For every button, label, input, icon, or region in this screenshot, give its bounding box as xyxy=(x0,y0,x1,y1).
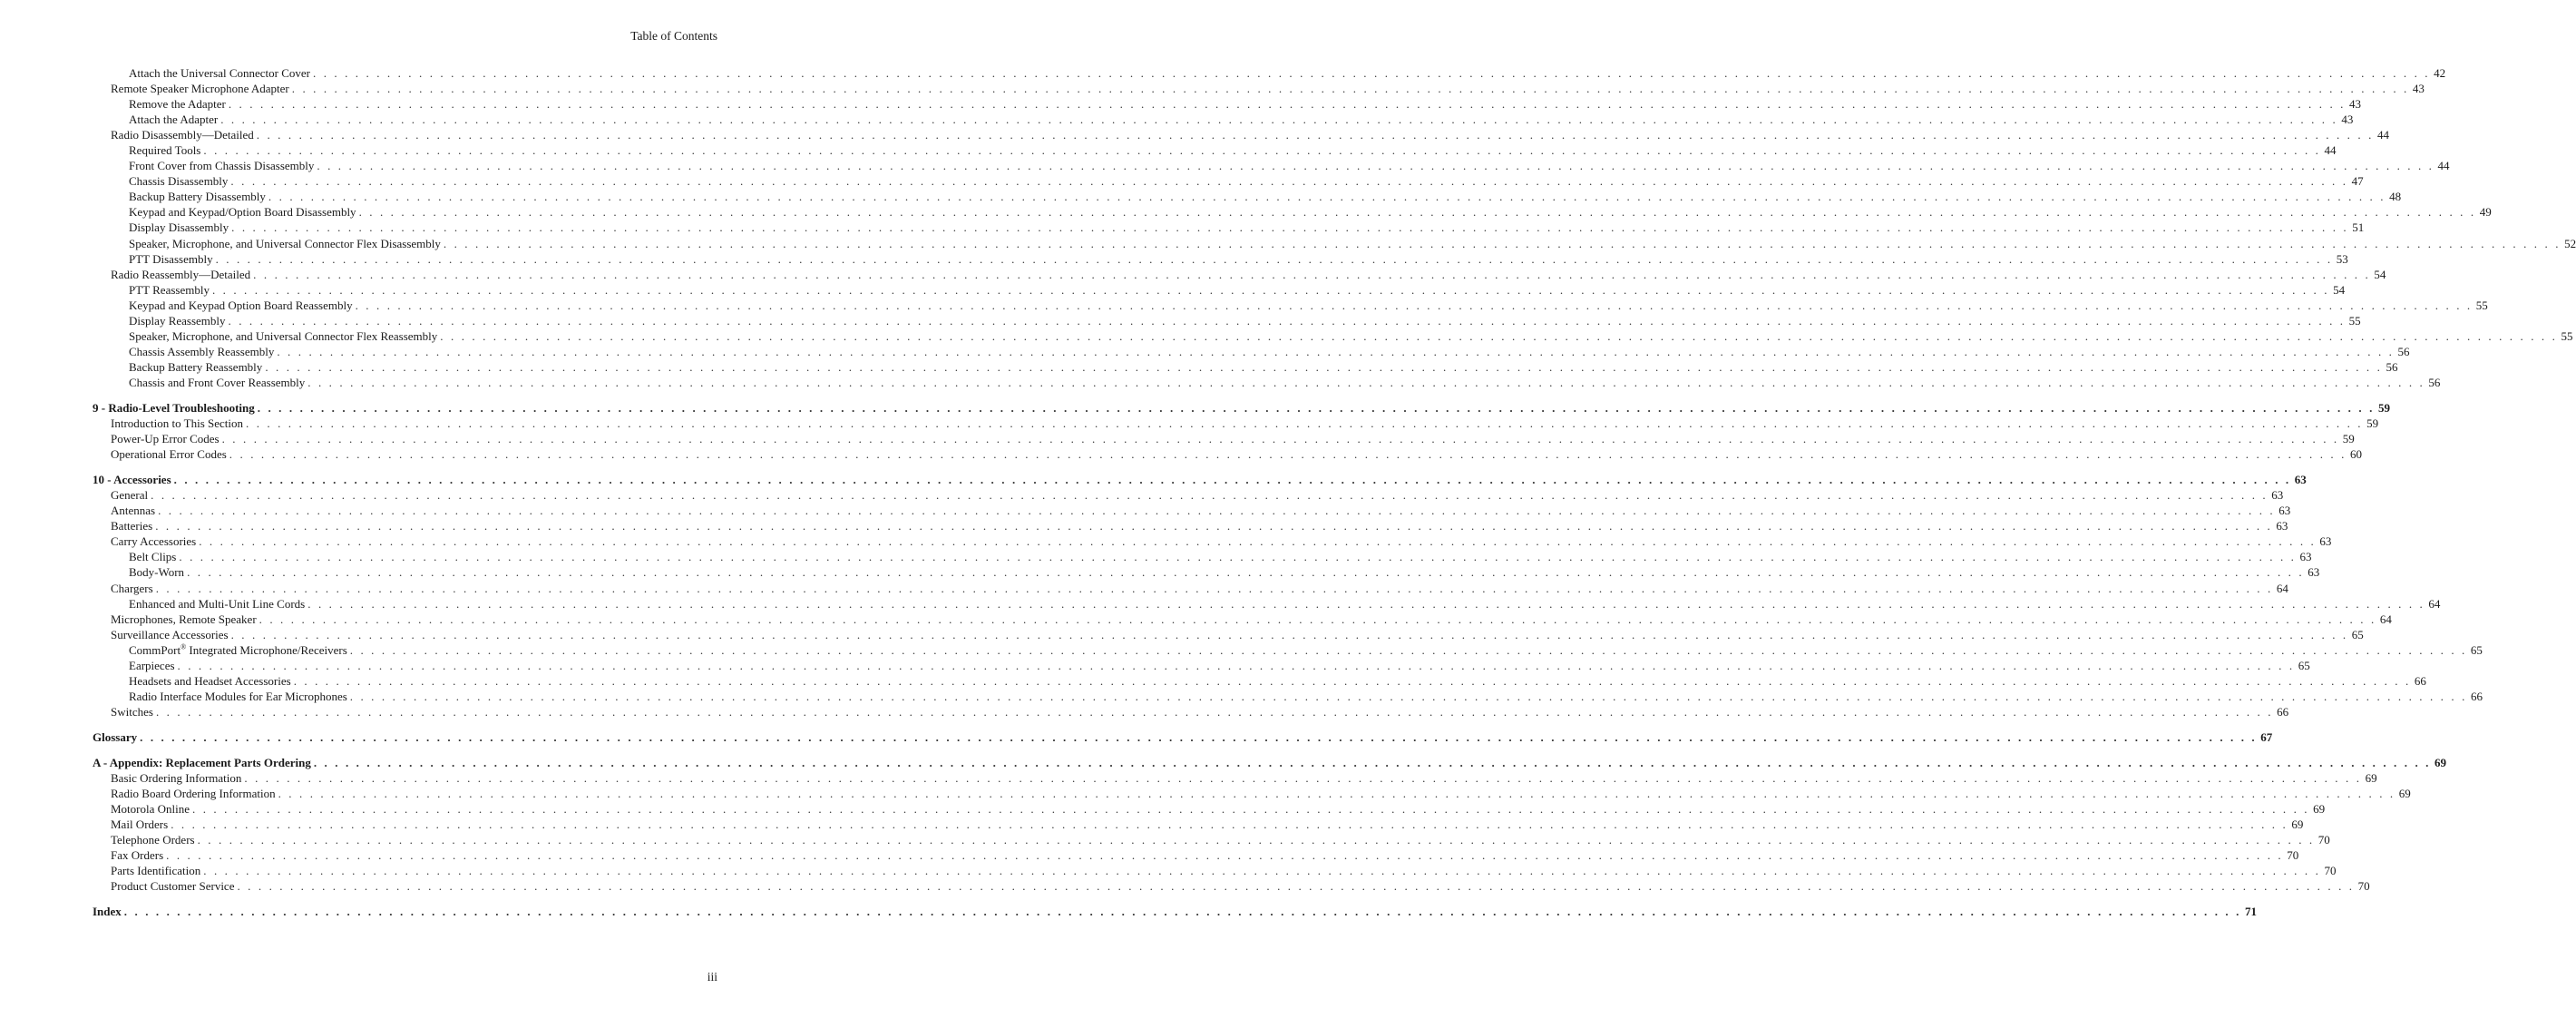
toc-entry-page: 70 xyxy=(2287,848,2299,863)
toc-entry-title: Product Customer Service xyxy=(111,879,235,894)
toc-entry-title: Radio Interface Modules for Ear Microphones xyxy=(129,689,347,703)
toc-entry[interactable] xyxy=(93,236,2576,251)
toc-entry[interactable] xyxy=(93,832,2330,847)
toc-entry[interactable] xyxy=(93,127,2389,142)
toc-entry-page: 64 xyxy=(2379,612,2392,626)
toc-entry-title: Operational Error Codes xyxy=(111,447,227,462)
toc-entry-title: Speaker, Microphone, and Universal Connector Flex Disassembly xyxy=(129,236,441,250)
toc-entry-title: Basic Ordering Information xyxy=(111,771,242,786)
toc-entry[interactable] xyxy=(93,689,2483,704)
toc-entry-page: 70 xyxy=(2357,879,2370,894)
toc-entry-title: Keypad and Keypad/Option Board Disassembly xyxy=(129,205,356,220)
toc-entry-page: 70 xyxy=(2317,833,2330,847)
toc-entry-page: 56 xyxy=(2428,375,2441,389)
toc-entry-title: Radio Board Ordering Information xyxy=(111,787,276,801)
toc-entry-title: A - Appendix: Replacement Parts Ordering xyxy=(93,755,311,769)
toc-entry[interactable] xyxy=(93,472,2307,487)
dot-leader: . . . . . . . . . . . . . . . . . . . . . . . . . . . . . . . . . . . . . . . . . . . . . . . . . . . . . . . . . . . . . . . . . . . . . . . . . . . . . . . . . . . . . . . . . . . . . . . . . . . . . . . . . . . . . . . . . . . . . . . . . . . . . . . . . . . . . . . . . . . . . . . . . . . . . . . . . . . . . . . . . . . . . . . . . . . . . . . . . . . . . . . . . . . . . . . . . . . . . . . . xyxy=(228,313,2346,328)
dot-leader: . . . . . . . . . . . . . . . . . . . . . . . . . . . . . . . . . . . . . . . . . . . . . . . . . . . . . . . . . . . . . . . . . . . . . . . . . . . . . . . . . . . . . . . . . . . . . . . . . . . . . . . . . . . . . . . . . . . . . . . . . . . . . . . . . . . . . . . . . . . . . . . . . . . . . . . . . . . . . . . . . . . . . . . . . . . . . . . . . . . . . . . . . . . . . . . . . . . . . . . . xyxy=(358,205,2476,220)
dot-leader: . . . . . . . . . . . . . . . . . . . . . . . . . . . . . . . . . . . . . . . . . . . . . . . . . . . . . . . . . . . . . . . . . . . . . . . . . . . . . . . . . . . . . . . . . . . . . . . . . . . . . . . . . . . . . . . . . . . . . . . . . . . . . . . . . . . . . . . . . . . . . . . . . . . . . . . . . . . . . . . . . . . . . . . . . . . . . . . . . . . . . . . . . . . . . . . . . . . . . . . . xyxy=(197,833,2315,847)
toc-entry-page: 53 xyxy=(2336,251,2348,266)
toc-entry[interactable] xyxy=(93,847,2299,863)
dot-leader: . . . . . . . . . . . . . . . . . . . . . . . . . . . . . . . . . . . . . . . . . . . . . . . . . . . . . . . . . . . . . . . . . . . . . . . . . . . . . . . . . . . . . . . . . . . . . . . . . . . . . . . . . . . . . . . . . . . . . . . . . . . . . . . . . . . . . . . . . . . . . . . . . . . . . . . . . . . . . . . . . . . . . . . . . . . . . . . . . . . . . . . . . . . . . . . . . . . . . . . . xyxy=(253,267,2371,281)
toc-entry-title: Keypad and Keypad Option Board Reassembly xyxy=(129,298,353,312)
toc-entry[interactable] xyxy=(93,817,2304,832)
toc-entry[interactable] xyxy=(93,801,2326,817)
toc-entry-page: 42 xyxy=(2434,66,2446,80)
toc-entry-page: 59 xyxy=(2366,416,2379,431)
dot-leader: . . . . . . . . . . . . . . . . . . . . . . . . . . . . . . . . . . . . . . . . . . . . . . . . . . . . . . . . . . . . . . . . . . . . . . . . . . . . . . . . . . . . . . . . . . . . . . . . . . . . . . . . . . . . . . . . . . . . . . . . . . . . . . . . . . . . . . . . . . . . . . . . . . . . . . . . . . . . . . . . . . . . . . . . . . . . . . . . . . . . . . . . . . . . . . . . . . . . . . . . xyxy=(215,251,2333,266)
dot-leader: . . . . . . . . . . . . . . . . . . . . . . . . . . . . . . . . . . . . . . . . . . . . . . . . . . . . . . . . . . . . . . . . . . . . . . . . . . . . . . . . . . . . . . . . . . . . . . . . . . . . . . . . . . . . . . . . . . . . . . . . . . . . . . . . . . . . . . . . . . . . . . . . . . . . . . . . . . . . . . . . . . . . . . . . . . . . . . . . . . . . . . . . . . . . . . . . . . . . . . . . xyxy=(307,596,2425,611)
toc-entry[interactable] xyxy=(93,704,2289,719)
toc-entry-title: Carry Accessories xyxy=(111,534,197,549)
dot-leader: . . . . . . . . . . . . . . . . . . . . . . . . . . . . . . . . . . . . . . . . . . . . . . . . . . . . . . . . . . . . . . . . . . . . . . . . . . . . . . . . . . . . . . . . . . . . . . . . . . . . . . . . . . . . . . . . . . . . . . . . . . . . . . . . . . . . . . . . . . . . . . . . . . . . . . . . . . . . . . . . . . . . . . . . . . . . . . . . . . . . . . . . . . . . . . . . . . . . . . . . xyxy=(293,673,2411,688)
toc-entry-title: Earpieces xyxy=(129,658,175,672)
dot-leader: . . . . . . . . . . . . . . . . . . . . . . . . . . . . . . . . . . . . . . . . . . . . . . . . . . . . . . . . . . . . . . . . . . . . . . . . . . . . . . . . . . . . . . . . . . . . . . . . . . . . . . . . . . . . . . . . . . . . . . . . . . . . . . . . . . . . . . . . . . . . . . . . . . . . . . . . . . . . . . . . . . . . . . . . . . . . . . . . . . . . . . . . . . . . . . . . . . . . . . . . xyxy=(443,236,2561,250)
dot-leader: . . . . . . . . . . . . . . . . . . . . . . . . . . . . . . . . . . . . . . . . . . . . . . . . . . . . . . . . . . . . . . . . . . . . . . . . . . . . . . . . . . . . . . . . . . . . . . . . . . . . . . . . . . . . . . . . . . . . . . . . . . . . . . . . . . . . . . . . . . . . . . . . . . . . . . . . . . . . . . . . . . . . . . . . . . . . . . . . . . . . . . . . . . . . . . . . . . . . . . . . xyxy=(192,802,2310,817)
toc-entry[interactable] xyxy=(93,904,2257,919)
toc-entry[interactable] xyxy=(93,533,2332,549)
toc-entry-page: 60 xyxy=(2349,447,2362,462)
toc-entry-page: 43 xyxy=(2412,82,2425,96)
dot-leader: . . . . . . . . . . . . . . . . . . . . . . . . . . . . . . . . . . . . . . . . . . . . . . . . . . . . . . . . . . . . . . . . . . . . . . . . . . . . . . . . . . . . . . . . . . . . . . . . . . . . . . . . . . . . . . . . . . . . . . . . . . . . . . . . . . . . . . . . . . . . . . . . . . . . . . . . . . . . . . . . . . . . . . . . . . . . . . . . . . . . . . . . . . . . . . . . . . . . . . . . xyxy=(307,375,2425,389)
toc-entry-title: Fax Orders xyxy=(111,848,164,863)
toc-entry-page: 69 xyxy=(2291,817,2304,832)
toc-entry-page: 63 xyxy=(2299,550,2312,564)
toc-entry-page: 43 xyxy=(2341,113,2354,127)
toc-entry-title: Antennas xyxy=(111,504,156,518)
toc-entry[interactable] xyxy=(93,627,2364,642)
toc-entry-title: Chassis Assembly Reassembly xyxy=(129,344,275,358)
toc-entry[interactable] xyxy=(93,729,2273,745)
toc-entry-page: 66 xyxy=(2277,704,2289,719)
toc-entry-title: Chassis and Front Cover Reassembly xyxy=(129,375,306,389)
dot-leader: . . . . . . . . . . . . . . . . . . . . . . . . . . . . . . . . . . . . . . . . . . . . . . . . . . . . . . . . . . . . . . . . . . . . . . . . . . . . . . . . . . . . . . . . . . . . . . . . . . . . . . . . . . . . . . . . . . . . . . . . . . . . . . . . . . . . . . . . . . . . . . . . . . . . . . . . . . . . . . . . . . . . . . . . . . . . . . . . . . . . . . . . . . . . . . . . . . . . . . . . xyxy=(277,344,2395,358)
dot-leader: . . . . . . . . . . . . . . . . . . . . . . . . . . . . . . . . . . . . . . . . . . . . . . . . . . . . . . . . . . . . . . . . . . . . . . . . . . . . . . . . . . . . . . . . . . . . . . . . . . . . . . . . . . . . . . . . . . . . . . . . . . . . . . . . . . . . . . . . . . . . . . . . . . . . . . . . . . . . . . . . . . . . . . . . . . . . . . . . . . . . . . . . . . . . . . . . . . . . . . . . xyxy=(265,359,2383,374)
toc-entry[interactable] xyxy=(93,596,2441,612)
toc-entry[interactable] xyxy=(93,204,2492,220)
toc-entry-title: PTT Reassembly xyxy=(129,282,210,297)
dot-leader: . . . . . . . . . . . . . . . . . . . . . . . . . . . . . . . . . . . . . . . . . . . . . . . . . . . . . . . . . . . . . . . . . . . . . . . . . . . . . . . . . . . . . . . . . . . . . . . . . . . . . . . . . . . . . . . . . . . . . . . . . . . . . . . . . . . . . . . . . . . . . . . . . . . . . . . . . . . . . . . . . . . . . . . . . . . . . . . . . . . . . . . . . . . . . . . . . . . . . . . . xyxy=(187,565,2305,580)
toc-entry-page: 59 xyxy=(2342,432,2355,446)
toc-entry[interactable] xyxy=(93,142,2337,158)
toc-entry-title: General xyxy=(111,488,149,503)
toc-entry-title: Enhanced and Multi-Unit Line Cords xyxy=(129,596,306,611)
toc-entry-page: 55 xyxy=(2475,298,2488,312)
dot-leader: . . . . . . . . . . . . . . . . . . . . . . . . . . . . . . . . . . . . . . . . . . . . . . . . . . . . . . . . . . . . . . . . . . . . . . . . . . . . . . . . . . . . . . . . . . . . . . . . . . . . . . . . . . . . . . . . . . . . . . . . . . . . . . . . . . . . . . . . . . . . . . . . . . . . . . . . . . . . . . . . . . . . . . . . . . . . . . . . . . . . . . . . . . . . . . . . . . . . . . . . xyxy=(155,581,2273,595)
dot-leader: . . . . . . . . . . . . . . . . . . . . . . . . . . . . . . . . . . . . . . . . . . . . . . . . . . . . . . . . . . . . . . . . . . . . . . . . . . . . . . . . . . . . . . . . . . . . . . . . . . . . . . . . . . . . . . . . . . . . . . . . . . . . . . . . . . . . . . . . . . . . . . . . . . . . . . . . . . . . . . . . . . . . . . . . . . . . . . . . . . . . . . . . . . . . . . . . . . . . . . . . xyxy=(177,658,2295,672)
dot-leader: . . . . . . . . . . . . . . . . . . . . . . . . . . . . . . . . . . . . . . . . . . . . . . . . . . . . . . . . . . . . . . . . . . . . . . . . . . . . . . . . . . . . . . . . . . . . . . . . . . . . . . . . . . . . . . . . . . . . . . . . . . . . . . . . . . . . . . . . . . . . . . . . . . . . . . . . . . . . . . . . . . . . . . . . . . . . . . . . . . . . . . . . . . . . . . . . . . . . . . . . xyxy=(203,143,2321,158)
toc-entry-page: 48 xyxy=(2389,190,2402,204)
toc-entry-page: 47 xyxy=(2351,174,2364,189)
dot-leader: . . . . . . . . . . . . . . . . . . . . . . . . . . . . . . . . . . . . . . . . . . . . . . . . . . . . . . . . . . . . . . . . . . . . . . . . . . . . . . . . . . . . . . . . . . . . . . . . . . . . . . . . . . . . . . . . . . . . . . . . . . . . . . . . . . . . . . . . . . . . . . . . . . . . . . . . . . . . . . . . . . . . . . . . . . . . . . . . . . . . . . . . . . . . . . . . . . . . . . . . xyxy=(268,190,2386,204)
toc-entry-title: Belt Clips xyxy=(129,550,177,564)
toc-entry-page: 59 xyxy=(2377,400,2390,415)
toc-entry[interactable] xyxy=(93,612,2392,627)
toc-entry[interactable] xyxy=(93,786,2411,801)
dot-leader: . . . . . . . . . . . . . . . . . . . . . . . . . . . . . . . . . . . . . . . . . . . . . . . . . . . . . . . . . . . . . . . . . . . . . . . . . . . . . . . . . . . . . . . . . . . . . . . . . . . . . . . . . . . . . . . . . . . . . . . . . . . . . . . . . . . . . . . . . . . . . . . . . . . . . . . . . . . . . . . . . . . . . . . . . . . . . . . . . . . . . . . . . . . . . . . . . . . . . . . . xyxy=(151,488,2269,503)
toc-entry[interactable] xyxy=(93,431,2355,446)
toc-entry-page: 69 xyxy=(2313,802,2326,817)
toc-entry[interactable] xyxy=(93,96,2362,112)
dot-leader: . . . . . . . . . . . . . . . . . . . . . . . . . . . . . . . . . . . . . . . . . . . . . . . . . . . . . . . . . . . . . . . . . . . . . . . . . . . . . . . . . . . . . . . . . . . . . . . . . . . . . . . . . . . . . . . . . . . . . . . . . . . . . . . . . . . . . . . . . . . . . . . . . . . . . . . . . . . . . . . . . . . . . . . . . . . . . . . . . . . . . . . . . . . . . . . . . . . . . . . . xyxy=(278,787,2395,801)
toc-entry-page: 56 xyxy=(2397,344,2410,358)
dot-leader: . . . . . . . . . . . . . . . . . . . . . . . . . . . . . . . . . . . . . . . . . . . . . . . . . . . . . . . . . . . . . . . . . . . . . . . . . . . . . . . . . . . . . . . . . . . . . . . . . . . . . . . . . . . . . . . . . . . . . . . . . . . . . . . . . . . . . . . . . . . . . . . . . . . . . . . . . . . . . . . . . . . . . . . . . . . . . . . . . . . . . . . . . . . . . . . . . . . . . . . . xyxy=(313,66,2431,80)
dot-leader: . . . . . . . . . . . . . . . . . . . . . . . . . . . . . . . . . . . . . . . . . . . . . . . . . . . . . . . . . . . . . . . . . . . . . . . . . . . . . . . . . . . . . . . . . . . . . . . . . . . . . . . . . . . . . . . . . . . . . . . . . . . . . . . . . . . . . . . . . . . . . . . . . . . . . . . . . . . . . . . . . . . . . . . . . . . . . . . . . . . . . . . . . . . . . . . . . . . . . . . . xyxy=(199,534,2317,549)
dot-leader: . . . . . . . . . . . . . . . . . . . . . . . . . . . . . . . . . . . . . . . . . . . . . . . . . . . . . . . . . . . . . . . . . . . . . . . . . . . . . . . . . . . . . . . . . . . . . . . . . . . . . . . . . . . . . . . . . . . . . . . . . . . . . . . . . . . . . . . . . . . . . . . . . . . . . . . . . . . . . . . . . . . . . . . . . . . . . . . . . . . . . . . . . . . . . . . . . . . . . . . . xyxy=(203,864,2321,878)
dot-leader: . . . . . . . . . . . . . . . . . . . . . . . . . . . . . . . . . . . . . . . . . . . . . . . . . . . . . . . . . . . . . . . . . . . . . . . . . . . . . . . . . . . . . . . . . . . . . . . . . . . . . . . . . . . . . . . . . . . . . . . . . . . . . . . . . . . . . . . . . . . . . . . . . . . . . . . . . . . . . . . . . . . . . . . . . . . . . . . . . . . . . . . . . . . . . . . . . . . . . . . . xyxy=(140,729,2258,744)
toc-entry[interactable] xyxy=(93,549,2312,564)
toc-entry-title: Microphones, Remote Speaker xyxy=(111,612,257,626)
toc-entry-title: Body-Worn xyxy=(129,565,185,580)
toc-entry-title: PTT Disassembly xyxy=(129,251,213,266)
toc-entry-page: 63 xyxy=(2294,473,2307,487)
dot-leader: . . . . . . . . . . . . . . . . . . . . . . . . . . . . . . . . . . . . . . . . . . . . . . . . . . . . . . . . . . . . . . . . . . . . . . . . . . . . . . . . . . . . . . . . . . . . . . . . . . . . . . . . . . . . . . . . . . . . . . . . . . . . . . . . . . . . . . . . . . . . . . . . . . . . . . . . . . . . . . . . . . . . . . . . . . . . . . . . . . . . . . . . . . . . . . . . . . . . . . . . xyxy=(229,447,2347,462)
dot-leader: . . . . . . . . . . . . . . . . . . . . . . . . . . . . . . . . . . . . . . . . . . . . . . . . . . . . . . . . . . . . . . . . . . . . . . . . . . . . . . . . . . . . . . . . . . . . . . . . . . . . . . . . . . . . . . . . . . . . . . . . . . . . . . . . . . . . . . . . . . . . . . . . . . . . . . . . . . . . . . . . . . . . . . . . . . . . . . . . . . . . . . . . . . . . . . . . . . . . . . . . xyxy=(123,905,2241,919)
toc-entry[interactable] xyxy=(93,446,2362,462)
toc-entry-title: Chassis Disassembly xyxy=(129,174,229,189)
toc-entry-page: 69 xyxy=(2365,771,2377,786)
toc-entry[interactable] xyxy=(93,173,2364,189)
dot-leader: . . . . . . . . . . . . . . . . . . . . . . . . . . . . . . . . . . . . . . . . . . . . . . . . . . . . . . . . . . . . . . . . . . . . . . . . . . . . . . . . . . . . . . . . . . . . . . . . . . . . . . . . . . . . . . . . . . . . . . . . . . . . . . . . . . . . . . . . . . . . . . . . . . . . . . . . . . . . . . . . . . . . . . . . . . . . . . . . . . . . . . . . . . . . . . . . . . . . . . . . xyxy=(155,519,2273,533)
toc-entry-title: Introduction to This Section xyxy=(111,416,243,431)
toc-entry-page: 43 xyxy=(2349,97,2362,112)
dot-leader: . . . . . . . . . . . . . . . . . . . . . . . . . . . . . . . . . . . . . . . . . . . . . . . . . . . . . . . . . . . . . . . . . . . . . . . . . . . . . . . . . . . . . . . . . . . . . . . . . . . . . . . . . . . . . . . . . . . . . . . . . . . . . . . . . . . . . . . . . . . . . . . . . . . . . . . . . . . . . . . . . . . . . . . . . . . . . . . . . . . . . . . . . . . . . . . . . . . . . . . . xyxy=(221,432,2339,446)
toc-entry[interactable] xyxy=(93,267,2386,282)
toc-entry-page: 49 xyxy=(2479,205,2492,220)
toc-entry[interactable] xyxy=(93,81,2425,96)
toc-entry-page: 69 xyxy=(2435,755,2446,769)
toc-entry-title: Switches xyxy=(111,704,153,719)
toc-entry[interactable] xyxy=(93,112,2354,127)
toc-entry-page: 52 xyxy=(2564,236,2576,250)
dot-leader: . . . . . . . . . . . . . . . . . . . . . . . . . . . . . . . . . . . . . . . . . . . . . . . . . . . . . . . . . . . . . . . . . . . . . . . . . . . . . . . . . . . . . . . . . . . . . . . . . . . . . . . . . . . . . . . . . . . . . . . . . . . . . . . . . . . . . . . . . . . . . . . . . . . . . . . . . . . . . . . . . . . . . . . . . . . . . . . . . . . . . . . . . . . . . . . . . . . . . . . . xyxy=(349,689,2467,703)
toc-entry[interactable] xyxy=(93,487,2284,503)
toc-entry[interactable] xyxy=(93,189,2402,204)
dot-leader: . . . . . . . . . . . . . . . . . . . . . . . . . . . . . . . . . . . . . . . . . . . . . . . . . . . . . . . . . . . . . . . . . . . . . . . . . . . . . . . . . . . . . . . . . . . . . . . . . . . . . . . . . . . . . . . . . . . . . . . . . . . . . . . . . . . . . . . . . . . . . . . . . . . . . . . . . . . . . . . . . . . . . . . . . . . . . . . . . . . . . . . . . . . . . . . . . . . . . . . . xyxy=(179,550,2297,564)
dot-leader: . . . . . . . . . . . . . . . . . . . . . . . . . . . . . . . . . . . . . . . . . . . . . . . . . . . . . . . . . . . . . . . . . . . . . . . . . . . . . . . . . . . . . . . . . . . . . . . . . . . . . . . . . . . . . . . . . . . . . . . . . . . . . . . . . . . . . . . . . . . . . . . . . . . . . . . . . . . . . . . . . . . . . . . . . . . . . . . . . . . . . . . . . . . . . . . . . . . . . . . . xyxy=(256,128,2374,142)
toc-entry-page: 56 xyxy=(2386,359,2398,374)
toc-entry-title: Speaker, Microphone, and Universal Connector Flex Reassembly xyxy=(129,328,438,343)
dot-leader: . . . . . . . . . . . . . . . . . . . . . . . . . . . . . . . . . . . . . . . . . . . . . . . . . . . . . . . . . . . . . . . . . . . . . . . . . . . . . . . . . . . . . . . . . . . . . . . . . . . . . . . . . . . . . . . . . . . . . . . . . . . . . . . . . . . . . . . . . . . . . . . . . . . . . . . . . . . . . . . . . . . . . . . . . . . . . . . . . . . . . . . . . . . . . . . . . . . . . . . . xyxy=(317,159,2435,173)
toc-entry-page: 44 xyxy=(2437,159,2450,173)
toc-entry-title: Backup Battery Disassembly xyxy=(129,190,266,204)
toc-entry-page: 66 xyxy=(2414,673,2426,688)
toc-entry-page: 51 xyxy=(2352,220,2365,235)
toc-entry-page: 54 xyxy=(2374,267,2386,281)
dot-leader: . . . . . . . . . . . . . . . . . . . . . . . . . . . . . . . . . . . . . . . . . . . . . . . . . . . . . . . . . . . . . . . . . . . . . . . . . . . . . . . . . . . . . . . . . . . . . . . . . . . . . . . . . . . . . . . . . . . . . . . . . . . . . . . . . . . . . . . . . . . . . . . . . . . . . . . . . . . . . . . . . . . . . . . . . . . . . . . . . . . . . . . . . . . . . . . . . . . . . . . . xyxy=(440,328,2558,343)
toc-entry-page: 64 xyxy=(2276,581,2288,595)
toc-entry-title: Front Cover from Chassis Disassembly xyxy=(129,159,315,173)
toc-entry-page: 63 xyxy=(2319,534,2332,549)
toc-entry[interactable] xyxy=(93,344,2410,359)
toc-entry[interactable] xyxy=(93,220,2365,235)
running-header: Table of Contents xyxy=(630,29,717,43)
dot-leader: . . . . . . . . . . . . . . . . . . . . . . . . . . . . . . . . . . . . . . . . . . . . . . . . . . . . . . . . . . . . . . . . . . . . . . . . . . . . . . . . . . . . . . . . . . . . . . . . . . . . . . . . . . . . . . . . . . . . . . . . . . . . . . . . . . . . . . . . . . . . . . . . . . . . . . . . . . . . . . . . . . . . . . . . . . . . . . . . . . . . . . . . . . . . . . . . . . . . . . . . xyxy=(313,755,2431,769)
toc-entry-page: 66 xyxy=(2470,689,2483,703)
toc-entry-title: Power-Up Error Codes xyxy=(111,432,220,446)
dot-leader: . . . . . . . . . . . . . . . . . . . . . . . . . . . . . . . . . . . . . . . . . . . . . . . . . . . . . . . . . . . . . . . . . . . . . . . . . . . . . . . . . . . . . . . . . . . . . . . . . . . . . . . . . . . . . . . . . . . . . . . . . . . . . . . . . . . . . . . . . . . . . . . . . . . . . . . . . . . . . . . . . . . . . . . . . . . . . . . . . . . . . . . . . . . . . . . . . . . . . . . . xyxy=(231,220,2349,235)
dot-leader: . . . . . . . . . . . . . . . . . . . . . . . . . . . . . . . . . . . . . . . . . . . . . . . . . . . . . . . . . . . . . . . . . . . . . . . . . . . . . . . . . . . . . . . . . . . . . . . . . . . . . . . . . . . . . . . . . . . . . . . . . . . . . . . . . . . . . . . . . . . . . . . . . . . . . . . . . . . . . . . . . . . . . . . . . . . . . . . . . . . . . . . . . . . . . . . . . . . . . . . . xyxy=(211,282,2330,297)
toc-entry[interactable] xyxy=(93,158,2450,173)
toc-entry-title: Attach the Universal Connector Cover xyxy=(129,66,310,80)
table-of-contents xyxy=(93,65,2576,919)
toc-entry[interactable] xyxy=(93,375,2441,390)
toc-entry[interactable] xyxy=(93,65,2446,81)
toc-entry[interactable] xyxy=(93,282,2346,298)
toc-entry-title: CommPort® Integrated Microphone/Receivers xyxy=(129,642,347,657)
dot-leader: . . . . . . . . . . . . . . . . . . . . . . . . . . . . . . . . . . . . . . . . . . . . . . . . . . . . . . . . . . . . . . . . . . . . . . . . . . . . . . . . . . . . . . . . . . . . . . . . . . . . . . . . . . . . . . . . . . . . . . . . . . . . . . . . . . . . . . . . . . . . . . . . . . . . . . . . . . . . . . . . . . . . . . . . . . . . . . . . . . . . . . . . . . . . . . . . . . . . . . . . xyxy=(246,416,2364,431)
toc-entry-title: Surveillance Accessories xyxy=(111,627,229,641)
dot-leader: . . . . . . . . . . . . . . . . . . . . . . . . . . . . . . . . . . . . . . . . . . . . . . . . . . . . . . . . . . . . . . . . . . . . . . . . . . . . . . . . . . . . . . . . . . . . . . . . . . . . . . . . . . . . . . . . . . . . . . . . . . . . . . . . . . . . . . . . . . . . . . . . . . . . . . . . . . . . . . . . . . . . . . . . . . . . . . . . . . . . . . . . . . . . . . . . . . . . . . . . xyxy=(228,97,2347,112)
toc-entry-page: 69 xyxy=(2398,787,2411,801)
toc-entry-title: Attach the Adapter xyxy=(129,113,219,127)
toc-entry-title: 10 - Accessories xyxy=(93,473,171,487)
toc-entry-page: 44 xyxy=(2376,128,2389,142)
dot-leader: . . . . . . . . . . . . . . . . . . . . . . . . . . . . . . . . . . . . . . . . . . . . . . . . . . . . . . . . . . . . . . . . . . . . . . . . . . . . . . . . . . . . . . . . . . . . . . . . . . . . . . . . . . . . . . . . . . . . . . . . . . . . . . . . . . . . . . . . . . . . . . . . . . . . . . . . . . . . . . . . . . . . . . . . . . . . . . . . . . . . . . . . . . . . . . . . . . . . . . . . xyxy=(155,704,2274,719)
dot-leader: . . . . . . . . . . . . . . . . . . . . . . . . . . . . . . . . . . . . . . . . . . . . . . . . . . . . . . . . . . . . . . . . . . . . . . . . . . . . . . . . . . . . . . . . . . . . . . . . . . . . . . . . . . . . . . . . . . . . . . . . . . . . . . . . . . . . . . . . . . . . . . . . . . . . . . . . . . . . . . . . . . . . . . . . . . . . . . . . . . . . . . . . . . . . . . . . . . . . . . . . xyxy=(230,627,2348,641)
toc-entry-page: 65 xyxy=(2298,658,2310,672)
dot-leader: . . . . . . . . . . . . . . . . . . . . . . . . . . . . . . . . . . . . . . . . . . . . . . . . . . . . . . . . . . . . . . . . . . . . . . . . . . . . . . . . . . . . . . . . . . . . . . . . . . . . . . . . . . . . . . . . . . . . . . . . . . . . . . . . . . . . . . . . . . . . . . . . . . . . . . . . . . . . . . . . . . . . . . . . . . . . . . . . . . . . . . . . . . . . . . . . . . . . . . . . xyxy=(355,298,2473,312)
toc-entry[interactable] xyxy=(93,658,2310,673)
toc-entry[interactable] xyxy=(93,328,2573,344)
toc-entry-title: Chargers xyxy=(111,581,153,595)
toc-entry-page: 55 xyxy=(2561,328,2573,343)
toc-entry-title: Telephone Orders xyxy=(111,833,195,847)
dot-leader: . . . . . . . . . . . . . . . . . . . . . . . . . . . . . . . . . . . . . . . . . . . . . . . . . . . . . . . . . . . . . . . . . . . . . . . . . . . . . . . . . . . . . . . . . . . . . . . . . . . . . . . . . . . . . . . . . . . . . . . . . . . . . . . . . . . . . . . . . . . . . . . . . . . . . . . . . . . . . . . . . . . . . . . . . . . . . . . . . . . . . . . . . . . . . . . . . . . . . . . . xyxy=(230,174,2348,189)
toc-entry-title: Display Reassembly xyxy=(129,313,226,328)
page-number: iii xyxy=(707,970,717,984)
dot-leader: . . . . . . . . . . . . . . . . . . . . . . . . . . . . . . . . . . . . . . . . . . . . . . . . . . . . . . . . . . . . . . . . . . . . . . . . . . . . . . . . . . . . . . . . . . . . . . . . . . . . . . . . . . . . . . . . . . . . . . . . . . . . . . . . . . . . . . . . . . . . . . . . . . . . . . . . . . . . . . . . . . . . . . . . . . . . . . . . . . . . . . . . . . . . . . . . . . . . . . . . xyxy=(257,400,2375,415)
toc-entry-title: Index xyxy=(93,905,122,919)
dot-leader: . . . . . . . . . . . . . . . . . . . . . . . . . . . . . . . . . . . . . . . . . . . . . . . . . . . . . . . . . . . . . . . . . . . . . . . . . . . . . . . . . . . . . . . . . . . . . . . . . . . . . . . . . . . . . . . . . . . . . . . . . . . . . . . . . . . . . . . . . . . . . . . . . . . . . . . . . . . . . . . . . . . . . . . . . . . . . . . . . . . . . . . . . . . . . . . . . . . . . . . . xyxy=(259,612,2376,626)
toc-entry[interactable] xyxy=(93,416,2379,431)
toc-entry[interactable] xyxy=(93,251,2348,267)
toc-entry-title: Remove the Adapter xyxy=(129,97,226,112)
dot-leader: . . . . . . . . . . . . . . . . . . . . . . . . . . . . . . . . . . . . . . . . . . . . . . . . . . . . . . . . . . . . . . . . . . . . . . . . . . . . . . . . . . . . . . . . . . . . . . . . . . . . . . . . . . . . . . . . . . . . . . . . . . . . . . . . . . . . . . . . . . . . . . . . . . . . . . . . . . . . . . . . . . . . . . . . . . . . . . . . . . . . . . . . . . . . . . . . . . . . . . . . xyxy=(291,82,2409,96)
toc-entry-title: Batteries xyxy=(111,519,153,533)
toc-entry-page: 63 xyxy=(2271,488,2284,503)
toc-entry-page: 54 xyxy=(2333,282,2346,297)
toc-entry-page: 64 xyxy=(2428,596,2441,611)
toc-entry-page: 63 xyxy=(2276,519,2288,533)
toc-entry[interactable] xyxy=(93,581,2288,596)
toc-entry[interactable] xyxy=(93,503,2291,518)
toc-entry-title: Remote Speaker Microphone Adapter xyxy=(111,82,289,96)
toc-entry-page: 65 xyxy=(2470,642,2483,657)
toc-entry-page: 65 xyxy=(2351,627,2364,641)
toc-entry-title: Backup Battery Reassembly xyxy=(129,359,263,374)
toc-entry-page: 63 xyxy=(2278,504,2291,518)
toc-entry[interactable] xyxy=(93,770,2377,786)
toc-entry[interactable] xyxy=(93,518,2288,533)
toc-entry-page: 71 xyxy=(2244,905,2257,919)
dot-leader: . . . . . . . . . . . . . . . . . . . . . . . . . . . . . . . . . . . . . . . . . . . . . . . . . . . . . . . . . . . . . . . . . . . . . . . . . . . . . . . . . . . . . . . . . . . . . . . . . . . . . . . . . . . . . . . . . . . . . . . . . . . . . . . . . . . . . . . . . . . . . . . . . . . . . . . . . . . . . . . . . . . . . . . . . . . . . . . . . . . . . . . . . . . . . . . . . . . . . . . . xyxy=(220,113,2338,127)
toc-entry[interactable] xyxy=(93,642,2483,658)
toc-entry-title: Mail Orders xyxy=(111,817,169,832)
dot-leader: . . . . . . . . . . . . . . . . . . . . . . . . . . . . . . . . . . . . . . . . . . . . . . . . . . . . . . . . . . . . . . . . . . . . . . . . . . . . . . . . . . . . . . . . . . . . . . . . . . . . . . . . . . . . . . . . . . . . . . . . . . . . . . . . . . . . . . . . . . . . . . . . . . . . . . . . . . . . . . . . . . . . . . . . . . . . . . . . . . . . . . . . . . . . . . . . . . . . . . . . xyxy=(237,879,2355,894)
dot-leader: . . . . . . . . . . . . . . . . . . . . . . . . . . . . . . . . . . . . . . . . . . . . . . . . . . . . . . . . . . . . . . . . . . . . . . . . . . . . . . . . . . . . . . . . . . . . . . . . . . . . . . . . . . . . . . . . . . . . . . . . . . . . . . . . . . . . . . . . . . . . . . . . . . . . . . . . . . . . . . . . . . . . . . . . . . . . . . . . . . . . . . . . . . . . . . . . . . . . . . . . xyxy=(171,817,2288,832)
dot-leader: . . . . . . . . . . . . . . . . . . . . . . . . . . . . . . . . . . . . . . . . . . . . . . . . . . . . . . . . . . . . . . . . . . . . . . . . . . . . . . . . . . . . . . . . . . . . . . . . . . . . . . . . . . . . . . . . . . . . . . . . . . . . . . . . . . . . . . . . . . . . . . . . . . . . . . . . . . . . . . . . . . . . . . . . . . . . . . . . . . . . . . . . . . . . . . . . . . . . . . . . xyxy=(166,848,2284,863)
dot-leader: . . . . . . . . . . . . . . . . . . . . . . . . . . . . . . . . . . . . . . . . . . . . . . . . . . . . . . . . . . . . . . . . . . . . . . . . . . . . . . . . . . . . . . . . . . . . . . . . . . . . . . . . . . . . . . . . . . . . . . . . . . . . . . . . . . . . . . . . . . . . . . . . . . . . . . . . . . . . . . . . . . . . . . . . . . . . . . . . . . . . . . . . . . . . . . . . . . . . . . . . xyxy=(173,473,2291,487)
toc-entry-page: 55 xyxy=(2348,313,2361,328)
toc-entry-title: Headsets and Headset Accessories xyxy=(129,673,291,688)
dot-leader: . . . . . . . . . . . . . . . . . . . . . . . . . . . . . . . . . . . . . . . . . . . . . . . . . . . . . . . . . . . . . . . . . . . . . . . . . . . . . . . . . . . . . . . . . . . . . . . . . . . . . . . . . . . . . . . . . . . . . . . . . . . . . . . . . . . . . . . . . . . . . . . . . . . . . . . . . . . . . . . . . . . . . . . . . . . . . . . . . . . . . . . . . . . . . . . . . . . . . . . . xyxy=(158,504,2276,518)
toc-entry[interactable] xyxy=(93,673,2426,689)
toc-entry-title: Radio Reassembly—Detailed xyxy=(111,267,251,281)
toc-entry[interactable] xyxy=(93,564,2320,580)
toc-entry[interactable] xyxy=(93,400,2390,416)
dot-leader: . . . . . . . . . . . . . . . . . . . . . . . . . . . . . . . . . . . . . . . . . . . . . . . . . . . . . . . . . . . . . . . . . . . . . . . . . . . . . . . . . . . . . . . . . . . . . . . . . . . . . . . . . . . . . . . . . . . . . . . . . . . . . . . . . . . . . . . . . . . . . . . . . . . . . . . . . . . . . . . . . . . . . . . . . . . . . . . . . . . . . . . . . . . . . . . . . . . . . . . . xyxy=(244,771,2362,786)
toc-entry-title: Glossary xyxy=(93,729,138,744)
toc-entry-page: 63 xyxy=(2308,565,2320,580)
toc-entry[interactable] xyxy=(93,298,2488,313)
toc-entry[interactable] xyxy=(93,359,2398,375)
toc-entry-title: Display Disassembly xyxy=(129,220,229,235)
toc-entry[interactable] xyxy=(93,755,2446,770)
toc-entry-page: 70 xyxy=(2324,864,2337,878)
toc-entry-title: Required Tools xyxy=(129,143,201,158)
toc-entry-page: 67 xyxy=(2260,729,2273,744)
toc-entry-title: 9 - Radio-Level Troubleshooting xyxy=(93,400,255,415)
toc-entry-title: Parts Identification xyxy=(111,864,201,878)
toc-entry[interactable] xyxy=(93,863,2337,878)
toc-entry-page: 44 xyxy=(2324,143,2337,158)
toc-entry-title: Radio Disassembly—Detailed xyxy=(111,128,254,142)
toc-entry-title: Motorola Online xyxy=(111,802,190,817)
dot-leader: . . . . . . . . . . . . . . . . . . . . . . . . . . . . . . . . . . . . . . . . . . . . . . . . . . . . . . . . . . . . . . . . . . . . . . . . . . . . . . . . . . . . . . . . . . . . . . . . . . . . . . . . . . . . . . . . . . . . . . . . . . . . . . . . . . . . . . . . . . . . . . . . . . . . . . . . . . . . . . . . . . . . . . . . . . . . . . . . . . . . . . . . . . . . . . . . . . . . . . . . xyxy=(349,642,2467,657)
toc-entry[interactable] xyxy=(93,313,2361,328)
toc-entry[interactable] xyxy=(93,878,2370,894)
